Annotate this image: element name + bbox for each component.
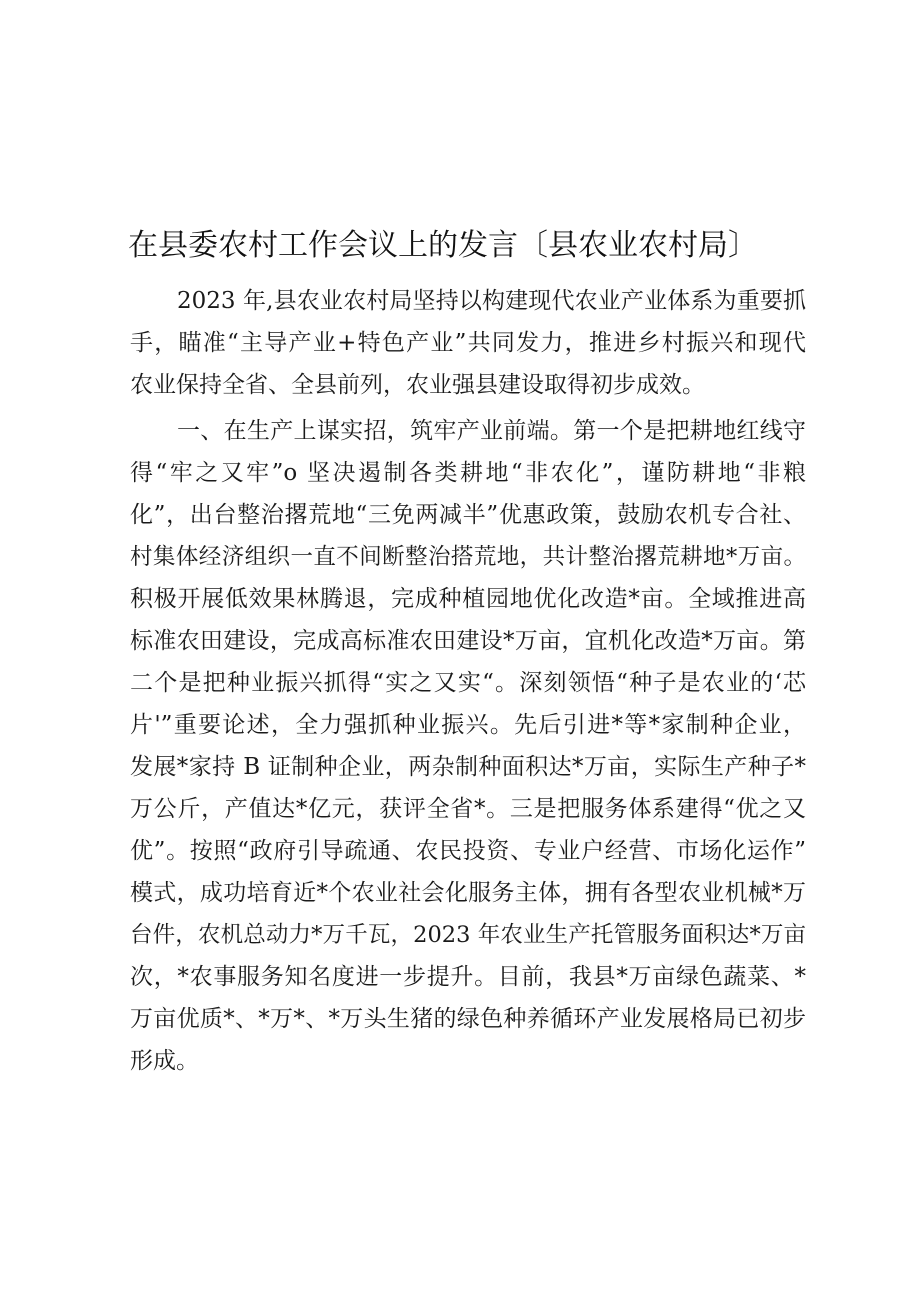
paragraph-line: 形成。	[130, 1048, 199, 1074]
paragraph-line: 化”，出台整治撂荒地“三免两减半”优惠政策，鼓励农机专合社、	[130, 502, 806, 528]
paragraph-line: 次，*农事服务知名度进一步提升。目前，我县*万亩绿色蔬菜、*	[130, 964, 806, 990]
paragraph-section-one	[130, 410, 806, 1082]
paragraph-line: 一、在生产上谋实招，筑牢产业前端。第一个是把耕地红线守	[177, 418, 806, 444]
paragraph-line: 模式，成功培育近*个农业社会化服务主体，拥有各型农业机械*万	[130, 880, 806, 906]
paragraph-line: 村集体经济组织一直不间断整治搭荒地，共计整治撂荒耕地*万亩。	[130, 544, 806, 570]
paragraph-line: 标准农田建设，完成高标准农田建设*万亩，宜机化改造*万亩。第	[130, 628, 806, 654]
paragraph-line: 农业保持全省、全县前列，农业强县建设取得初步成效。	[130, 372, 705, 398]
paragraph-intro	[130, 280, 806, 406]
document-title: 在县委农村工作会议上的发言〔县农业农村局〕	[128, 228, 758, 263]
paragraph-line: 二个是把种业振兴抓得“实之又实“。深刻领悟“种子是农业的‘芯	[130, 670, 806, 696]
paragraph-line: 万公斤，产值达*亿元，获评全省*。三是把服务体系建得“优之又	[130, 796, 806, 822]
paragraph-line: 积极开展低效果林腾退，完成种植园地优化改造*亩。全域推进高	[130, 586, 806, 612]
paragraph-line: 得“牢之又牢”o 坚决遏制各类耕地“非农化”，谨防耕地“非粮	[130, 460, 806, 486]
paragraph-line: 手，瞄准“主导产业+特色产业”共同发力，推进乡村振兴和现代	[130, 330, 806, 356]
paragraph-line: 2023 年,县农业农村局坚持以构建现代农业产业体系为重要抓	[177, 288, 806, 314]
paragraph-line: 万亩优质*、*万*、*万头生猪的绿色种养循环产业发展格局已初步	[130, 1006, 806, 1032]
paragraph-line: 台件，农机总动力*万千瓦，2023 年农业生产托管服务面积达*万亩	[130, 922, 806, 948]
paragraph-line: 发展*家持 B 证制种企业，两杂制种面积达*万亩，实际生产种子*	[130, 754, 806, 780]
paragraph-line: 优”。按照“政府引导疏通、农民投资、专业户经营、市场化运作”	[130, 838, 806, 864]
paragraph-line: 片'”重要论述，全力强抓种业振兴。先后引进*等*家制种企业，	[130, 712, 806, 738]
